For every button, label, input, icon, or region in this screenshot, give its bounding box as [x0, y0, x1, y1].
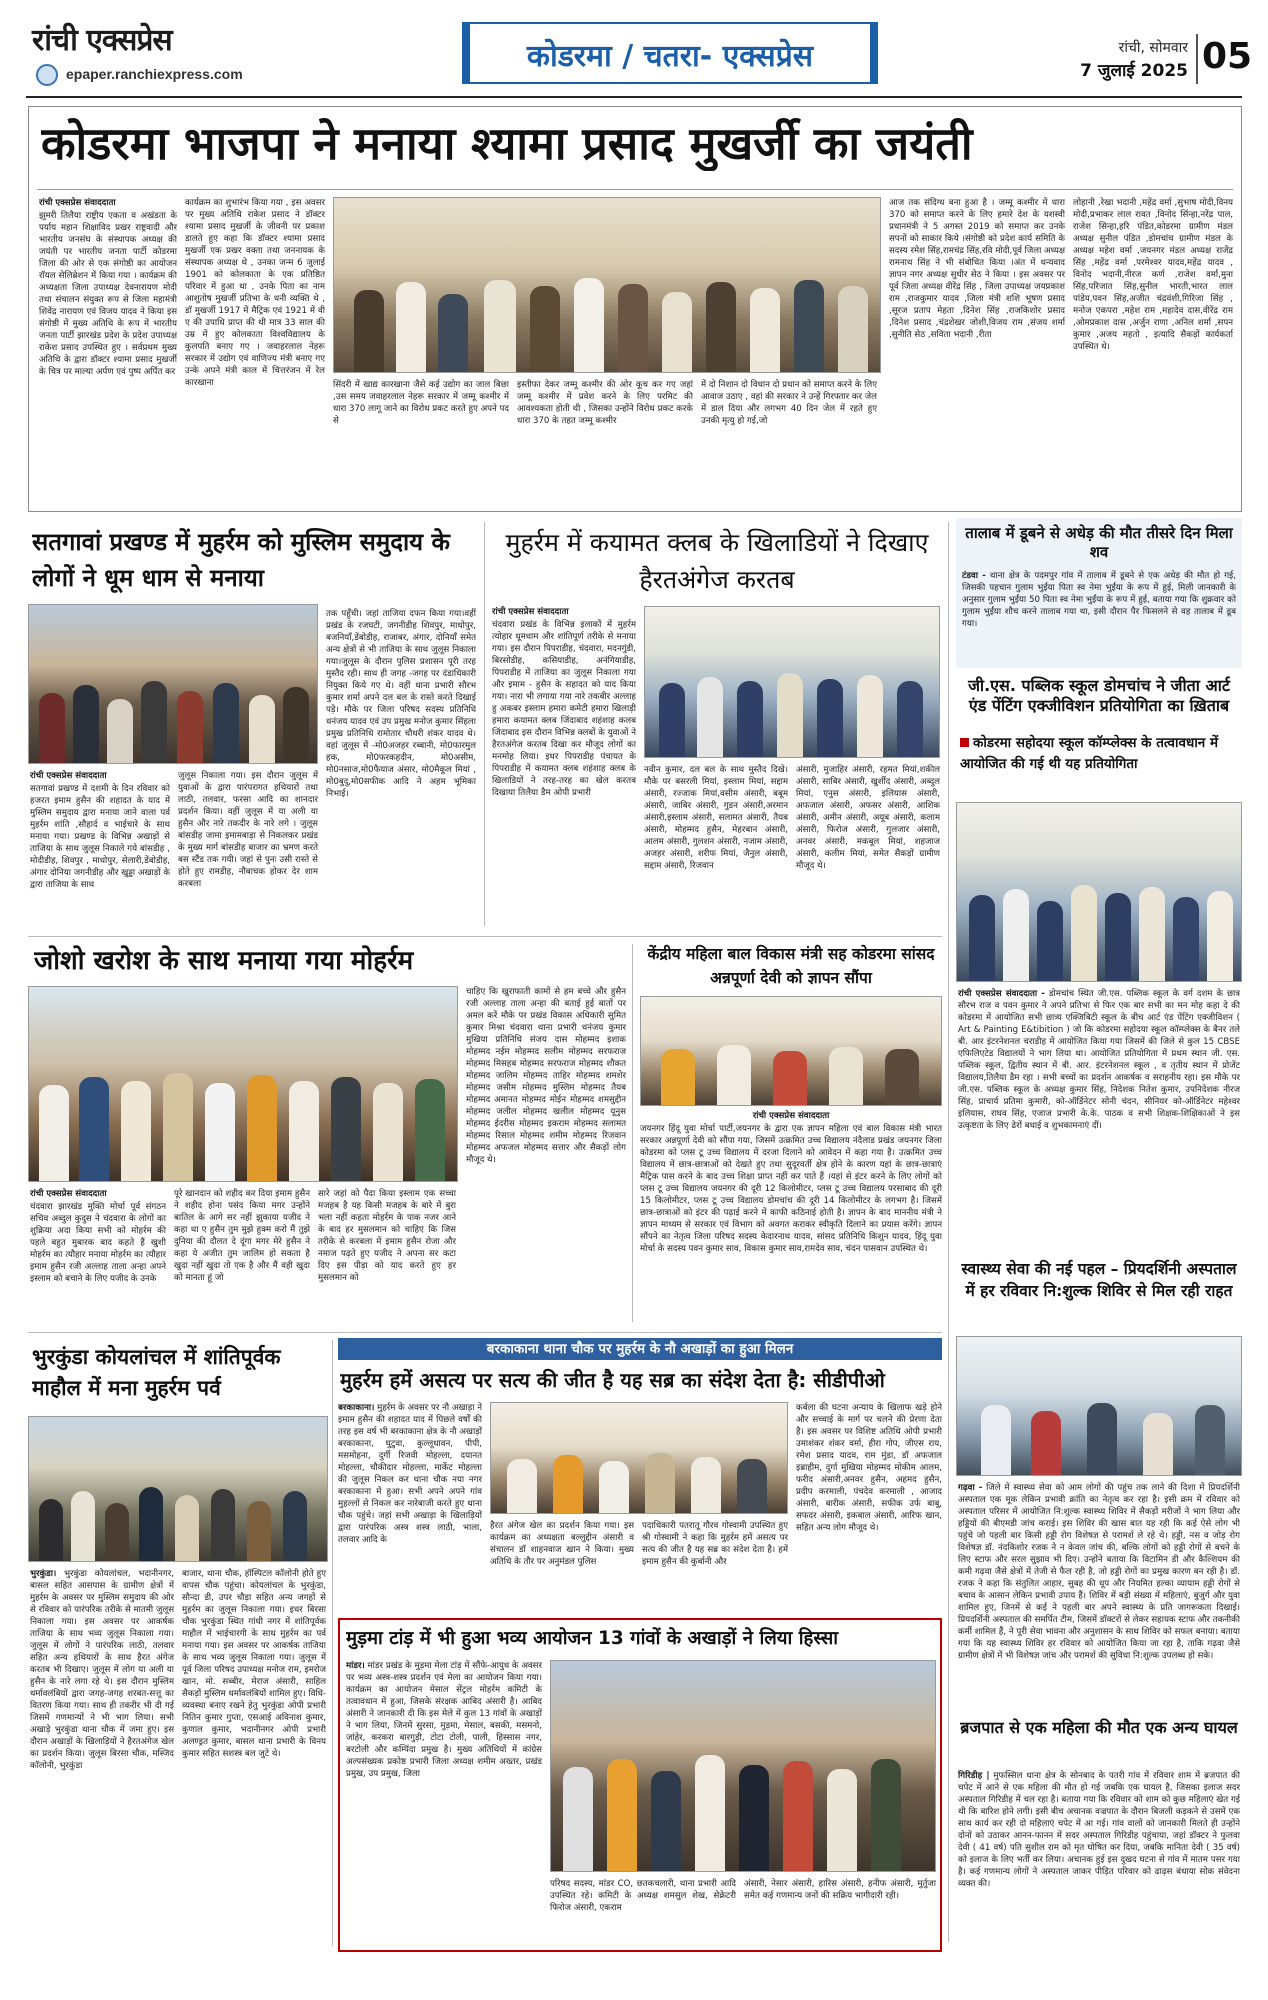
barkakana-text-1: मुहर्रम के अवसर पर नौ अखाड़ा ने इमाम हुसैन की शहादत याद में पिछले वर्षों की तरह इस वर्ष भी बरकाकाना क्षेत्र के नौ अखाड़ों बरकाकाना, घुटुवा, कुल्लूधावन, पीपी, मसमोहना, दुर्गी रिजवी मोहल्ला, दयानत मोहल्ला, चौकीदार मोहल्ला, मार्केट मोहल्ला की जुलूस निकल कर थाना चौक नया नगर बरकाकाना में हुआ। सभी अपने अपने गांव मुहल्लों से निकल कर नारेबाजी करते हुए थाना चौक पहुंचे। जहां सभी अखाड़ा के खिलाड़ियों द्वारा पारंपरिक अस्त्र शस्त्र लाठी, भाला, तलवार आदि के [338, 1403, 482, 1545]
barkakana-text-4: कर्बला की घटना अन्याय के खिलाफ खड़े होने और सच्चाई के मार्ग पर चलने की प्रेरणा देता है। इस अवसर पर विशिष्ट अतिथि ओपी प्रभारी उमाशंकर शंकर वर्मा, हीरा गोप, जीएस राय, रमेश प्रसाद यादव, राम मुंडा, डॉ अफजाल इब्राहीम, दुर्गा मुखिया मोहम्मद मोकीम आलम, फरीद अंसारी,अनवर हुसैन, अहमद हुसैन, प्रदीप करमाली, पंचदेव करमाली , आजाद अंसारी, बारीक अंसारी, सफीक उर्फ बाबू, सफदर अंसारी, इकबाल अंसारी, आरिफ खान, सहित अन्य लोग मौजूद थे। [796, 1403, 942, 1533]
newspaper-logo [28, 18, 258, 62]
dateline-date: 7 जुलाई 2025 [1080, 61, 1188, 81]
josh-column-4 [466, 986, 626, 1324]
annapurna-text: जयनगर हिंदू युवा मोर्चा पार्टी,जयनगर के द्वारा एक ज्ञापन महिला एवं बाल विकास मंत्री भारत सरकार अन्नपूर्णा देवी को सौंपा गया, जिसमें उत्क्रमित उच्च विद्यालय नंदैलाड प्रखंड जयनगर जिला कोडरमा को प्लस टू उच्च विद्यालय में दरजा दिलाने को आवेदन में कहा गया है। उत्क्रमित उच्च विद्यालय में छात्र-छात्राओं को देखते हुए तथा सुदूरवर्ती क्षेत्र होने के कारण यहां के छात्र-छात्राएं मैट्रिक पास करने के बाद उच्च शिक्षा प्राप्त नहीं कर पाते हैं ।यहां से इंटर करने के लिए लोगों को प्लस टू उच्च विद्यालय जयनगर की दूरी 12 किलोमीटर, प्लस टू उच्च विद्यालय परसाबाद की दूरी 15 किलोमीटर, प्लस टू उच्च विद्यालय डोमचांच की दूरी 14 किलोमीटर के लगभग है। जिसमें छात्र-छात्राओं को इंटर की पढ़ाई करने में काफी कठिनाई होती है। ज्ञापन के बाद माननीय मंत्री ने ज्ञापन माध्यम से सरकार एवं विभाग को अवगत कराकर स्वीकृति दिलाने का प्रयास करेंगे। ज्ञापन सौंपने का नेतृत्व जिला परिषद सदस्य केदारनाथ यादव, सांसद प्रतिनिधि किशुन यादव, हिंदू युवा मोर्चा के सदस्य पवन कुमार साव, विकास कुमार साव,रामदेव साव, चंदन पासवान उपस्थित थे। [640, 1124, 942, 1254]
sidebar-art [956, 674, 1242, 1248]
barkakana-column-1 [338, 1402, 482, 1610]
art-text: डोमचांच स्थित जी.एस. पब्लिक स्कूल के वर्ग दशम के छात्र सौरभ राज व पवन कुमार ने अपने प्रतिभा से फिर एक बार सभी का मन मोह कहा दे की कोडरमा में आयोजित सभी छात्र्य एक्जिबिटी स्कूल के बीच आर्ट एंड पेंटिंग एक्जीविशन ( Art & Painting E&tibition ) जो कि कोडरमा सहोदया स्कूल कॉम्प्लेक्स के बैनर तले बी. आर इंटरनेशनल चराडीह में आयोजित किया गया जिसमें की जिले से कुल 15 CBSE एफिलिएटेड विद्यालयों ने भाग लिया था। आयोजित प्रतियोगिता में प्रथम स्थान जी. एस. पब्लिक स्कूल, द्वितीय स्थान में बी. आर. इंटरनेशनल स्कूल , व तृतीय स्थान में प्रोजेंट विद्यालय,तिलैया डैम रहा । सभी बच्चों का प्रदर्शन आकर्षक व सराहनीय रहा। इस मौके पर जी.एस. पब्लिक स्कूल के अध्यक्ष कुमार सिंह, निदेशक नितेश कुमार, उपनिदेशक नीरज सिंह, प्राचार्य प्रतिमा कुमारी, को-ऑर्डिनेटर सोनी चंदन, सीनियर को-ऑर्डिनेटर महेश्वर इलियास, राघव सिंह, एजाज प्रभारी के.के. पाठक व सभी शिक्षक-शिक्षिकाओं ने इस उत्कृष्टता के लिए ढेरों बधाई व शुभकामनाएं दीं। [958, 989, 1240, 1131]
barkakana-text-2: हैरत अंगेज खेल का प्रदर्शन किया गया। इस कार्यक्रम का अध्यक्षता बल्लुद्दीन अंसारी व संचालन डॉ शाहनवाज खान ने किया। मुख्य अतिथि के तौर पर अनुमंडल पुलिस [490, 1521, 634, 1567]
josh-column-1 [30, 1188, 166, 1324]
khiladi-text-1: चंदवारा प्रखंड के विभिन्न इलाकों में मुहर्रम त्योहार धूमधाम और शांतिपूर्ण तरीके से मनाया गया। इस दौरान पिपराडीह, चंदवारा, मदनगुंडी, बिरसोडीह, कसियाडीह, अनंगियाडीह, पिपराडीह में ताजिया का जुलूस निकाला गया और इमाम - हुसैन के सहादत को याद किया गया। नारा भी लगाया गया नारे तकबीर अल्लाह हु अकबर इस्लाम हमारा कमेटी हमारा खिलाड़ी हमारा कयामत क्लब जिंदाबाद शहंशाह कलब जिंदाबाद इस दौरान विभिन्न क्लबों के युवाओं ने हैरतअंगेज करतब दिखा कर मौजूद लोगों का मनमोह लिया। इधर पिपराडीह पंचायत के पिपराडीह में कयामत क्लब शहंशाह क्लब के खिलाडियों ने तरह-तरह का खेल करतब दिखाया तिलैया डैम ओपी प्रभारी [492, 620, 636, 798]
lead-story [28, 106, 1242, 512]
barkakana-photo [490, 1402, 788, 1514]
josh-text-4: चाहिए कि खुराफाती कामों से हम बच्चे और हुसैन रजी अल्लाह ताला अन्हा की बताई हुई बातों पर अमल करें मौके पर प्रखंड विकास अधिकारी सुमित कुमार मिश्रा चंदवारा थाना प्रभारी धनंजय कुमार मुखिया प्रतिनिधि संजय दास मोहम्मद इशाक मोहम्मद नईम मोहम्मद सलीम मोहम्मद सरफराज मोहम्मद मिसहब मोहम्मद सरफराज मोहम्मद शौकत मोहम्मद जालिम मोहम्मद ताहिर मोहम्मद शमशेर मोहम्मद जसीम मोहम्मद मुस्लिम मोहम्मद तैयब मोहम्मद अमानत मोहम्मद मोईन मोहम्मद शमसुद्दीन मोहम्मद जलील मोहम्मद खलील मोहम्मद यूनुस मोहम्मद ईदरीस मोहम्मद इकराम मोहम्मद सलामत मोहम्मद रिसाल मोहम्मद शमीम मोहम्मद रिजवान मोहम्मद अफजल मोहम्मद सत्तार और सैकड़ों लोग मौजूद थे। [466, 987, 626, 1165]
bhurkunda-headline: भुरकुंडा कोयलांचल में शांतिपूर्वक माहौल में मना मुहर्रम पर्व [32, 1345, 281, 1400]
drowning-headline: तालाब में डूबने से अधेड़ की मौत तीसरे दिन मिला शव [965, 524, 1233, 561]
mudma-dateline: मांडर। [346, 1661, 365, 1671]
logo-text: रांची एक्सप्रेस [32, 23, 172, 58]
art-body [958, 988, 1240, 1246]
lead-headline: कोडरमा भाजपा ने मनाया श्यामा प्रसाद मुखर्जी का जयंती [41, 117, 973, 170]
mudma-column-2 [550, 1878, 736, 1950]
josh-story [28, 940, 628, 1326]
khiladi-column-1 [492, 606, 636, 930]
lead-text-2: कार्यक्रम का शुभारंभ किया गया , इस अवसर पर मुख्य अतिथि राकेश प्रसाद ने डॉक्टर श्यामा प्रसाद मुखर्जी के जीवनी पर प्रकाश डालते हुए कहा कि डॉक्टर श्यामा प्रसाद मुखर्जी एक प्रखर वक्ता तथा जननायक के संस्थापक अध्यक्ष थे , उनका जन्म 6 जुलाई 1901 को कोलकाता के एक प्रतिष्ठित परिवार में हुआ था , उनके पिता का नाम आशुतोष मुखर्जी प्रतिभा के धनी व्यक्ति थे , डॉ मुखर्जी 1917 में मैट्रिक एवं 1921 में वी ए की उपाधि प्राप्त की थी मात्र 33 साल की उम्र में हुए कोलकाता विश्वविद्यालय के कुलपति बनाए गए । जवाहरलाल नेहरू सरकार में उद्योग एवं वाणिज्य मंत्री बनाए गए उन्के अपने मंत्री काल में चित्तरंजन में रेल कारखाना [185, 198, 325, 388]
byline: रांची एक्सप्रेस संवाददाता [752, 1111, 830, 1121]
josh-column-3 [318, 1188, 456, 1324]
mudma-text-2: परिषद सदस्य, मांडर CO, छतकचलारी, थाना प्रभारी आदि उपस्थित रहे। कमिटी के अध्यक्ष शमसुल शेख, सेक्रेटरी फिरोज अंसारी, एकराम [550, 1879, 736, 1913]
health-headline: स्वास्थ्य सेवा की नई पहल – प्रियदर्शिनी अस्पताल में हर रविवार नि:शुल्क शिविर से मिल रही राहत [961, 1260, 1237, 1300]
accident-text: मुफस्सिल थाना क्षेत्र के सोनबाद के पतरी गांव में रविवार शाम में ब्रजपात की चपेट में आने से एक महिला की मौत हो गई जबकि एक घायल है, जिसका इलाज सदर अस्पताल गिरिडीह में चल रहा है। बताया गया कि रविवार को शाम को कुछ महिलाएं खेत गई थी कि बारिश होने लगी। इसी बीच अचानक वज्रपात के दौरान बिजली कड़कने से उसमें एक साथ कार्य कर रही दो महिलाएं चपेट में आ गई। गांव वालों को जानकारी मिलते ही उन्होंने दोनों को उठाकर आनन-फानन में सदर अस्पताल गिरिडीह पहुंचाया, जहां डॉक्टर ने फुलवा देवी ( 41 वर्ष) पति सुशील राम को मृत घोषित कर दिया, जबकि मानिता देवी ( 35 वर्ष) को इलाज के लिए भर्ती कर लिया। अचानक हुई इस दुखद घटना से गांव में मातम पसर गया है। कई गणमान्य लोगों ने अस्पताल जाकर पीड़ित परिवार को ढाढ़स बंधाया सोक संवेदना व्यक्त की। [958, 1771, 1240, 1889]
section-title: कोडरमा / चतरा- एक्सप्रेस [526, 39, 814, 74]
section-banner [462, 22, 878, 84]
josh-photo [28, 986, 458, 1182]
byline: रांची एक्सप्रेस संवाददाता [39, 198, 116, 208]
josh-text-1: चंदवारा झारखंड मुक्ति मोर्चा पूर्व संगठन सचिव अब्दुल कुदुस ने चंदवारा के लोगों का शुक्रिया अदा किया सभी को मोहर्रम की पहले बहुत मुबारक बाद कहते हैं खुशी मोहर्रम का त्यौहार मनाया मोहर्रम का त्यौहार इमाम हुसैन रजी अल्लाह ताला अन्हा अपने इस्लाम को बचाने के लिए यजीद के उनके [30, 1202, 166, 1284]
bhurkunda-dateline: भुरकुंडा। [30, 1569, 57, 1579]
khiladi-text-3: अंसारी, मुजाहिर अंसारी, रहमत मियां,शकील अंसारी, साबिर अंसारी, खुर्शीद अंसारी, अब्दुल मियां, एनुस अंसारी, इलियास अंसारी, अफजाल अंसारी, अफसर अंसारी, आशिक अंसारी, अमीन अंसारी, अयूब अंसारी, कलाम अंसारी, फिरोज अंसारी, गुलजार अंसारी, अनवर अंसारी, मकबूल मियां, शहजाज अंसारी, कलीम मियां, समेत सैकड़ों ग्रामीण मौजूद थे। [796, 765, 940, 871]
barkakana-kicker-text: बरकाकाना थाना चौक पर मुहर्रम के नौ अखाड़ों का हुआ मिलन [486, 1341, 794, 1357]
barkakana-column-3 [642, 1520, 788, 1610]
art-headline: जी.एस. पब्लिक स्कूल डोमचांच ने जीता आर्ट एंड पेंटिंग एक्जीविशन प्रतियोगिता का ख़िताब [968, 676, 1230, 715]
josh-text-3: सारे जहां को पैदा किया इस्लाम एक सच्चा मजहब है यह किसी मजहब के बारे में बुरा भला नहीं कहता मोहर्रम के पाक नजर आने के बाद हर मुसलमान को चाहिए कि जिस तरीके से करबला में इमाम हुसैन रोजा और नमाज पढ़ते हुए यजीद ने अपना सर कटा दिए इस पीड़ा को याद करते हुए हर मुसलमान को [318, 1189, 456, 1283]
bhurkunda-column-2 [182, 1568, 326, 1950]
satgawan-story [28, 518, 478, 932]
bullet-square-icon [960, 738, 969, 747]
bhurkunda-story [28, 1336, 328, 1952]
health-text: जिले में स्वास्थ्य सेवा को आम लोगों की पहुंच तक लाने की दिशा में प्रियदर्शिनी अस्पताल एक मूक लेकिन प्रभावी क्रांति का नेतृत्व कर रहा है। इसी क्रम में रविवार को अस्पताल परिसर में आयोजित नि:शुल्क स्वास्थ्य शिविर में सैकड़ों मरीजों ने भाग लिया और हड्डियों की बीएमडी जांच कराई। इस शिविर की खास बात यह रही कि कई ऐसे लोग भी पहुंचे जो पहली बार किसी हड्डी रोग विशेषज्ञ से परामर्श ले रहे थे। हड्डी, नस व जोड़ रोग विशेषज्ञ डॉ. नंदकिशोर रजक ने न केवल जांच की, बल्कि लोगों को हड्डी रोगों से बचने के लिए स्टाफ और सरल सुझाव भी दिए। उन्होंने बताया कि विटामिन डी और कैल्शियम की कमी गढ़वा जैसे क्षेत्रों में तेजी से फैल रही है, जो हड्डी रोगों का प्रमुख कारण बन रही है। डॉ. रजक ने कहा कि संतुलित आहार, सुबह की धूप और नियमित हल्का व्यायाम हड्डी रोगों से बचाव के आसान लेकिन प्रभावी उपाय हैं। शिविर में बड़ी संख्या में महिलाएं, बुजुर्ग और युवा शामिल हुए, जिनमें से कई ने पहली बार अपने स्वास्थ्य के प्रति जागरूकता दिखाई। प्रियदर्शिनी अस्पताल की समर्पित टीम, जिसमें डॉक्टरों से लेकर सहायक स्टाफ और तकनीकी कर्मी शामिल हैं, ने पूरी सेवा भावना और अनुशासन के साथ शिविर को सफल बनाया। बताया गया कि यह स्वास्थ्य शिविर हर रविवार को आयोजित किया जा रहा है, ताकि गढ़वा जैसे ग्रामीण क्षेत्रों में भी विशेषज्ञ जांच और परामर्श की सुविधा नि:शुल्क उपलब्ध हो सके। [958, 1483, 1240, 1661]
lead-text-4: लोहानी ,रेखा भदानी ,महेंद्र वर्मा ,सुभाष मोदी,विनय मोदी,प्रभाकर लाल रावत ,विनोद सिंन्हा,नरेंद्र पाल, राजेश सिन्हा,हरि पंडित,कोडरमा ग्रामीण मंडल अध्यक्ष सुनील पंडित ,डोमचांच ग्रामीण मंडल के अध्यक्ष महेश वर्मा ,जयनगर मंडल अध्यक्ष राजेंद्र सिंह ,महेंद्र वर्मा ,परमेश्वर यादव,महेंद्र यादव , विनोद भदानी,नीरज कर्ण ,राजेश वर्मा,मुना सिंह,परिजात सिंह,सुनील भारती,भारत लाल पांडेय,पवन सिंह,अजीत चंद्रवंशी,गिरिजा सिंह , मनोज एकपरा ,महेश राम ,महादेव दास,वीरेंद्र राम ,ओमप्रकाश दास ,अर्जुन राणा ,अनिल शर्मा ,सपन कुमार ,अजय महतो , इत्यादि सैकड़ों कार्यकर्ता उपस्थित थे। [1073, 198, 1233, 352]
josh-text-2: पूरे खानदान को शहीद कर दिया इमाम हुसैन ने शहीद होना पसंद किया मगर उन्होंने बातिल के आगे सर नहीं झुकाया यजीद ने कहा था ए हुसैन तुम मुझे हुक्म करो मैं तुझे दुनिया की दौलत दे दूंगा मगर मेरे हुसैन ने कहा ये अजीत तुम जालिम हो सकता है खुदा नहीं खुदा तो एक है और मैं वही खुदा को मानता हूं जो [174, 1189, 310, 1283]
health-body [958, 1482, 1240, 1706]
mudma-column-1 [346, 1660, 542, 1950]
byline: रांची एक्सप्रेस संवाददाता [30, 1189, 107, 1199]
mudma-story [338, 1618, 942, 1952]
lead-photo [333, 197, 881, 373]
page-number: 05 [1202, 36, 1253, 77]
lead-column-7 [1073, 197, 1233, 507]
dateline-place: रांची, सोमवार [1118, 40, 1188, 56]
khiladi-column-2 [644, 764, 788, 930]
mudma-photo [550, 1660, 936, 1872]
sidebar-health [956, 1256, 1242, 1708]
satgawan-headline: सतगावां प्रखण्ड में मुहर्रम को मुस्लिम समुदाय के लोगों ने धूम धाम से मनाया [32, 528, 450, 592]
josh-column-2 [174, 1188, 310, 1324]
accident-body [958, 1770, 1240, 1950]
drowning-dateline: टंडवा - [962, 571, 986, 581]
barkakana-story [338, 1336, 942, 1612]
barkakana-text-3: पदाधिकारी पतरातू गौरव गोस्वामी उपस्थित हुए श्री गोस्वामी ने कहा कि मुहर्रम हमें असत्य पर सत्य की जीत है यह सब्र का संदेश देता है। हमें इमाम हुसैन की कुर्बानी और [642, 1521, 788, 1567]
lead-text-c: में दो निशान दो विधान दो प्रधान को समाप्त करने के लिए आवाज उठाए , वहां की सरकार ने उन्हें गिरफ्तार कर जेल में डाल दिया और लगभग 40 दिन जेल में रहते हुए उनकी मृत्यु हो गई,जो [701, 380, 877, 426]
annapurna-story [640, 940, 942, 1326]
art-subhead-text: कोडरमा सहोदया स्कूल कॉम्प्लेक्स के तत्वावधान में आयोजित की गई थी यह प्रतियोगिता [960, 735, 1219, 772]
barkakana-headline: मुहर्रम हमें असत्य पर सत्य की जीत है यह सब्र का संदेश देता है: सीडीपीओ [340, 1368, 885, 1392]
mudma-text-1: मांडर प्रखंड के मुड़मा मेला टांड़ में सौंफे-आयुध के अवसर पर भव्य अस्त्र-शस्त्र प्रदर्शन एवं मेला का आयोजन किया गया। कार्यक्रम का आयोजन मेसाल सेंट्रल मोहर्रम कमिटी के तत्वावधान में हुआ, जिसके संरक्षक आबिद अंसारी है। आबिद अंसारी ने जानकारी दी कि इस मेले में कुल 13 गांवों के अखाड़ों ने भाग लिया, जिनमें सुरसा, मुड़मा, मेसाल, बसकी, मसमनो, जांहेर, करकरा बारगुड़ी, टोटा टोली, पाली, हिस्सास नगर, बरटोली और कम्पिंदा प्रमुख है। मुख्य अतिथियों में कांग्रेस अल्पसंख्यक प्रकोष्ठ प्रभारी जिला अध्यक्ष शमीम अख्तर, प्रखंड प्रमुख, उप प्रमुख, जिला [346, 1661, 542, 1779]
lead-text-b: इस्तीफा देकर जम्मू कश्मीर की ओर कूच कर गए जहां जम्मू कश्मीर में प्रवेश करने के लिए परमिट की आवश्यकता होती थी , जिसका उन्होंने विरोध प्रकट करके धारा 370 के तहत जम्मू कश्मीर [517, 380, 693, 426]
satgawan-column-3 [326, 608, 476, 930]
annapurna-headline: केंद्रीय महिला बाल विकास मंत्री सह कोडरमा सांसद अन्नपूर्णा देवी को ज्ञापन सौंपा [647, 945, 935, 987]
health-dateline: गढ़वा - [958, 1483, 983, 1493]
khiladi-column-3 [796, 764, 940, 930]
mudma-text-3: अंसारी, नेसार अंसारी, हारिस अंसारी, हनीफ अंसारी, मुर्तुजा समेत कई गणमान्य जनों की सक्रिय भागीदारी रही। [744, 1879, 936, 1901]
satgawan-text-3: तक पहुँची। जहां ताजिया दफन किया गया।वहीं प्रखंड के रजघटी, जगनीडीह शिवपुर, माधोपुर, बजनियाँ,डेंबोडीह, राजाबर, अंगार, दोनियाँ समेत अन्य क्षेत्रों से भी ताजिया के साथ जुलूस निकाला गया।जुलूस के दौरान पुलिस प्रशासन पूरी तरह मुस्तैद रही। साथ ही जगह -जगह पर दंडाधिकारी नियुक्त किये गए थे। वहीं थाना प्रभारी सौरभ कुमार शर्मा अपने दल बल के रास्ते करते दिखाई पड़े। मौके पर जिला परिषद सदस्य प्रतिनिधि धनंजय यादव एवं उप प्रमुख मनोज कुमार सिंहला प्रमुख प्रतिनिधि रामोतार चौधरी शंकर यादव थे। वहां जुलूस में -मो0अजहर रब्बानी, मो0फारमुल हक, मो0फरकहदीन, मो0असीम, मो0नसाज,मो0फैयाज अंसार, मो0मैकूल मियां , मो0बुदु,मो0सफीक आदि ने अहम भूमिका निभाई। [326, 609, 476, 799]
art-photo [956, 802, 1242, 982]
sidebar-drowning [956, 518, 1242, 668]
mudma-headline: मुड़मा टांड़ में भी हुआ भव्य आयोजन 13 गांवों के अखाड़ों ने लिया हिस्सा [346, 1628, 839, 1649]
byline: रांची एक्सप्रेस संवाददाता [30, 771, 107, 781]
lead-column-1 [39, 197, 177, 507]
barkakana-column-4 [796, 1402, 942, 1610]
barkakana-column-2 [490, 1520, 634, 1610]
lead-text-a: सिंदरी में खाद्य कारखाना जैसे कई उद्योग का जाल बिछा ,उस समय जवाहरलाल नेहरू सरकार में जम्मू कश्मीर में धारा 370 लागू जाने का विरोध प्रकट करते हुए अपने पद से [333, 380, 509, 426]
masthead [0, 0, 1268, 104]
satgawan-photo [28, 604, 318, 764]
drowning-body [962, 570, 1236, 664]
satgawan-text-1: सतगावां प्रखण्ड में दशमी के दिन रविवार को हजरत इमाम हुसैन की शहादत के याद में मुस्लिम समुदाय द्वारा मनाया जाने वाला पर्व मुहर्रम शांति ,सौहार्द व भाईचारे के साथ मनाया गया। प्रखण्ड के विभिन्न अखाड़ों से ताजिया के साथ जुलूस निकाले गये बांसडीह , मोदीडीह, शिवपुर , माधोपुर, सेलारी,डेंबोडीह, अंगार दोनिया जगनीडीह और खुड्डा अखाड़ों के द्वारा ताजिया के साथ [30, 784, 170, 890]
lead-column-5 [701, 379, 877, 507]
satgawan-column-1 [30, 770, 170, 930]
website-url: epaper.ranchiexpress.com [66, 66, 243, 82]
khiladi-headline: मुहर्रम में कयामत क्लब के खिलाडियों ने दिखाए हैरतअंगेज करतब [505, 528, 929, 594]
drowning-text: थाना क्षेत्र के पदमपुर गांव में तालाब में डूबने से एक अधेड़ की मौत हो गई, जिसकी पहचान गुलाम भुईंया पिता स्व नेमा भुईंया के रूप में हुई, मिली जानकारी के अनुसार गुलाम भुईंया 50 पिता स्व नेमा भुईंया के रूप में हुई, बताया गया कि शुक्रवार को गुलाम भुईंया शौच करने तालाब गया था, इसी दौरान पैर फिसलने से वह तालाब में डूब गया। [962, 571, 1236, 629]
accident-headline: ब्रजपात से एक महिला की मौत एक अन्य घायल [960, 1718, 1238, 1737]
byline: रांची एक्सप्रेस संवाददाता - [958, 989, 1045, 999]
globe-icon [36, 64, 58, 86]
bhurkunda-text-2: बाजार, थाना चौक, हॉस्पिटल कॉलोनी होते हुए वापस चौक पहुंचा। कोयलांचल के भुरकुंडा, सौन्दा डी, उपर चौड़ा सहित अन्य जगहों से मुहर्रम का जुलूस निकाला गया। इधर बिरसा चौक भुरकुंडा स्थित गांधी नगर में शांतिपूर्वक माहौल में भाईचारगी के साथ मुहर्रम का पर्व मनाया गया। इस अवसर पर आकर्षक ताजिया के साथ भव्य जुलूस निकाला गया। जुलूस में पूर्व जिला परिषद उपाध्यक्ष मनोज राम, इमरोज खान, मो. सब्बीर, मेराज अंसारी, साहिल सैकड़ों मुस्लिम धर्मावलंबियों शामिल हुए। विधि-व्यवस्था बनाए रखने हेतु भुरकुंडा ओपी प्रभारी नितिन कुमार गुप्ता, एसआई अविनाश कुमार, कुणाल कुमार, भदानीनगर ओपी प्रभारी अलण्ड्रत कुमार, बासल थाना प्रभारी के विनय कुमार सहित सशस्त्र बल जुटे थे। [182, 1569, 326, 1759]
annapurna-photo [640, 996, 942, 1106]
lead-text-3: आज तक संदिग्ध बना हुआ है । जम्मू कश्मीर में धारा 370 को समाप्त करने के लिए हमारे देश के यशस्वी प्रधानमंत्री ने 5 अगस्त 2019 को समाप्त कर उनके सपनों को साकार किये ।संगोष्ठी को प्रदेश कार्य समिति के सदस्य रमेश सिंह,रामचंद्र सिंह,रवि मोदी,पूर्व जिला अध्यक्ष रामनाथ सिंह ने भी संबोधित किया ।अंत में धन्यवाद ज्ञापन नगर अध्यक्ष सुधीर सेठ ने किया । इस अवसर पर पूर्व जिला अध्यक्ष वीरेंद्र सिंह , जिला उपाध्यक्ष जयप्रकाश राम ,राजकुमार यादव ,जिला मंत्री शशि भूषण प्रसाद ,सूरज प्रताप मेहता ,दिनेश सिंह ,राजकिशोर प्रसाद ,दिनेश प्रसाद ,चंद्रशेखर जोशी,विजय राम ,संजय शर्मा ,सुनीति सेठ ,सविता भदानी ,रीता [889, 198, 1065, 340]
lead-column-4 [517, 379, 693, 507]
annapurna-body [640, 1110, 942, 1324]
mudma-column-3 [744, 1878, 936, 1950]
health-photo [956, 1336, 1242, 1476]
barkakana-dateline: बरकाकाना। [338, 1403, 375, 1413]
lead-column-3 [333, 379, 509, 507]
lead-column-2 [185, 197, 325, 507]
lead-text-1: झुमरी तिलैया राष्ट्रीय एकता व अखंडता के पर्याय महान शिक्षाविद प्रखर राष्ट्रवादी और भारतीय जनसंघ के संस्थापक अध्यक्ष की जयंती पर भारतीय जनता पार्टी कोडरमा जिला की ओर से एक संगोष्ठी का आयोजन रॉयल सेलिब्रेशन में किया गया । कार्यक्रम की अध्यक्षता जिला उपाध्यक्ष देवनारायण मोदी तथा संचालन संयुक्त रूप से जिला महामंत्री शिवेंद्र नारायण एवं विजय यादव ने किया इस संगोष्ठी में मुख्य अतिथि के रूप में भारतीय जनता पार्टी झारखंड प्रदेश के प्रदेश उपाध्यक्ष राकेश प्रसाद उपस्थित हुए । सर्वप्रथम मुख्य अतिथि के द्वारा डॉक्टर श्यामा प्रसाद मुखर्जी के चित्र पर माल्या अर्पण एवं पुष्प अर्पित कर [39, 211, 177, 377]
satgawan-text-2: जुलूस निकाला गया। इस दौरान जुलूस में युवाओं के द्वारा पारंपरागत हथियारों तथा लाठी, तलवार, फरसा आदि का शानदार प्रदर्शन किया। वहीं जुलूस में या अली या हुसैन और नारे तकदीर के नारे लगे । जुलूस बांसडीह जामा इमामबाड़ा से निकलकर प्रखंड के मुख्य मार्ग बांसडीह बाजार का भ्रमण करते बस स्टैंड तक गयी। जहां से पुनः उसी रास्ते से होते हुए रामडीह, नौबाचक होकर देर शाम करबला [178, 771, 318, 889]
khiladi-text-2: नवीन कुमार, दल बल के साथ मुस्तैद दिखे। मौके पर बसरली मियां, इस्लाम मियां, सद्दाम अंसारी, रज्जाक मियां,वसीम अंसारी, बबूम अंसारी, जाबिर अंसारी, गुडन अंसारी,अरमान अंसारी,इस्लाम अंसारी, सलामत अंसारी, तैयब अंसारी, मोहम्मद हुसैन, मेहरबान अंसारी, आलम अंसारी, गुलशन अंसारी, नजाम अंसारी, अजहर अंसारी, शरीफ मियां, जैनुल अंसारी, सद्दाम अंसारी, रिजवान [644, 765, 788, 871]
bhurkunda-column-1 [30, 1568, 174, 1950]
accident-dateline: गिरिडीह | [958, 1771, 990, 1781]
bhurkunda-photo [28, 1416, 328, 1562]
khiladi-story [490, 518, 942, 932]
lead-column-6 [889, 197, 1065, 507]
barkakana-kicker [338, 1338, 942, 1360]
byline: रांची एक्सप्रेस संवाददाता [492, 607, 569, 617]
art-subhead [960, 732, 1238, 798]
bhurkunda-text-1: भुरकुंडा कोयलांचल, भदानीनगर, बासल सहित आसपास के ग्रामीण क्षेत्रों में मुहर्रम के अवसर पर मुस्लिम समुदाय की ओर से रविवार को पारंपरिक तरीके से मातमी जुलूस निकाला गया। इस अवसर पर आकर्षक ताजिया के साथ भव्य जुलूस निकाला गया। जुलूस में लोगों ने पारंपरिक लाठी, तलवार सहित अन्य हथियारों के साथ हैरत अंगेज करतब भी दिखाए। जुलूस में लोग या अली या हुसैन के नारे लगा रहे थे। इस दौरान मुस्लिम धर्मावलंबियों द्वारा जगह-जगह शरबत-सत्तू का वितरण किया गया। साथ ही तकरीर भी दी गई जिसमें गणमान्यों ने भी भाग लिया। सभी अखाड़े भुरकुंडा थाना चौक में जमा हुए। इस दौरान अखाड़ों के खिलाड़ियों ने हैरतअंगेज खेल का प्रदर्शन किया। जुलूस बिरसा चौक, मस्जिद कॉलोनी, भुरकुंडा [30, 1569, 174, 1771]
khiladi-photo [644, 606, 940, 758]
sidebar-accident [956, 1714, 1242, 1952]
josh-headline: जोशो खरोश के साथ मनाया गया मोहर्रम [34, 946, 414, 976]
satgawan-column-2 [178, 770, 318, 930]
